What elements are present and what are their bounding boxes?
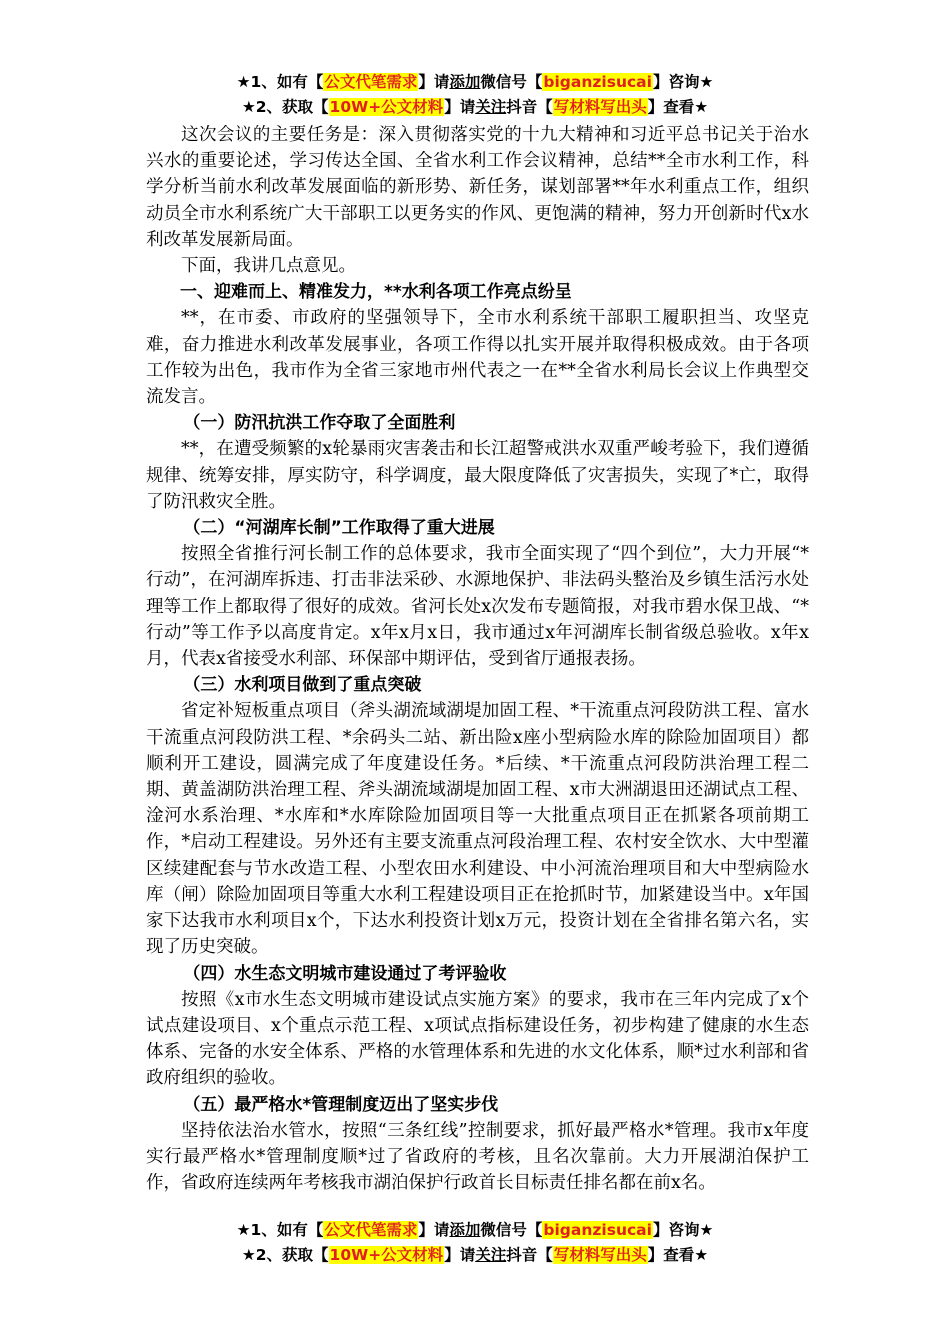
banner-text: 】咨询★ xyxy=(652,1221,714,1239)
paragraph: 坚持依法治水管水，按照“三条红线”控制要求，抓好最严格水*管理。我市x年度实行最严格水*管理制度顺*过了省政府的考核，且名次靠前。大力开展湖泊保护工作，省政府连续两年考核我市湖泊保护行政首长目标责任排名都在前x名。 xyxy=(146,1120,809,1194)
banner-text: 微信号【 xyxy=(480,1221,543,1239)
subsection-heading: （二）“河湖库长制”工作取得了重大进展 xyxy=(183,518,495,539)
banner-underlined: 关注 xyxy=(475,98,507,116)
banner-text: 抖音【 xyxy=(506,98,553,116)
paragraph-intro: 这次会议的主要任务是：深入贯彻落实党的十九大精神和习近平总书记关于治水兴水的重要论述，学习传达全国、全省水利工作会议精神，总结**全市水利工作，科学分析当前水利改革发展面临的新形势、新任务，谋划部署**年水利重点工作，组织动员全市水利系统广大干部职工以更务实的作风、更饱满的精神，努力开创新时代x水利改革发展新局面。 xyxy=(146,125,809,250)
banner-text: 】咨询★ xyxy=(652,73,714,91)
promo-banner-top-line2 xyxy=(0,95,950,119)
banner-text: 】查看★ xyxy=(647,98,709,116)
banner-highlight: biganzisucai xyxy=(543,1221,652,1239)
paragraph: 按照《x市水生态文明城市建设试点实施方案》的要求，我市在三年内完成了x个试点建设项目、x个重点示范工程、x项试点指标建设任务，初步构建了健康的水生态体系、完备的水安全体系、严格的水管理体系和先进的水文化体系，顺*过水利部和省政府组织的验收。 xyxy=(146,989,809,1089)
banner-highlight: 写材料写出头 xyxy=(553,98,647,116)
paragraph: 按照全省推行河长制工作的总体要求，我市全面实现了“四个到位”，大力开展“*行动”，在河湖库拆违、打击非法采砂、水源地保护、非法码头整治及乡镇生活污水处理等工作上都取得了很好的成效。省河长处x次发布专题简报，对我市碧水保卫战、“*行动”等工作予以高度肯定。x年x月x日，我市通过x年河湖库长制省级总验收。x年x月，代表x省接受水利部、环保部中期评估，受到省厅通报表扬。 xyxy=(146,544,809,670)
promo-banner-top-line1 xyxy=(0,70,950,94)
banner-text: 】查看★ xyxy=(647,1246,709,1264)
subsection-heading: （一）防汛抗洪工作夺取了全面胜利 xyxy=(183,413,456,434)
promo-banner-bottom-line1 xyxy=(0,1218,950,1242)
banner-highlight: 10W+公文材料 xyxy=(329,98,444,116)
banner-text: ★1、如有【 xyxy=(236,1221,324,1239)
paragraph: 省定补短板重点项目（斧头湖流域湖堤加固工程、*干流重点河段防洪工程、富水干流重点河段防洪工程、*余码头二站、新出险x座小型病险水库的除险加固项目）都顺利开工建设，圆满完成了年度建设任务。*后续、*干流重点河段防洪治理工程二期、黄盖湖防洪治理工程、斧头湖流域湖堤加固工程、x市大洲湖退田还湖试点工程、淦河水系治理、*水库和*水库除险加固项目等一大批重点项目正在抓紧各项前期工作，*启动工程建设。另外还有主要支流重点河段治理工程、农村安全饮水、大中型灌区续建配套与节水改造工程、小型农田水利建设、中小河流治理项目和大中型病险水库（闸）除险加固项目等重大水利工程建设项目正在抢抓时节，加紧建设当中。x年国家下达我市水利项目x个，下达水利投资计划x万元，投资计划在全省排名第六名，实现了历史突破。 xyxy=(146,701,809,958)
banner-text: ★1、如有【 xyxy=(236,73,324,91)
subsection-heading: （三）水利项目做到了重点突破 xyxy=(183,675,422,696)
banner-text: 】请 xyxy=(418,1221,450,1239)
banner-highlight: 公文代笔需求 xyxy=(324,73,418,91)
banner-highlight: 公文代笔需求 xyxy=(324,1221,418,1239)
banner-text: 微信号【 xyxy=(480,73,543,91)
banner-highlight: 写材料写出头 xyxy=(553,1246,647,1264)
banner-text: ★2、获取【 xyxy=(241,1246,329,1264)
banner-text: ★2、获取【 xyxy=(241,98,329,116)
promo-banner-bottom-line2 xyxy=(0,1243,950,1267)
subsection-heading: （四）水生态文明城市建设通过了考评验收 xyxy=(183,963,507,984)
section-heading: 一、迎难而上、精准发力，**水利各项工作亮点纷呈 xyxy=(180,282,572,303)
paragraph: **，在遭受频繁的x轮暴雨灾害袭击和长江超警戒洪水双重严峻考验下，我们遵循规律、统筹安排，厚实防守，科学调度，最大限度降低了灾害损失，实现了*亡，取得了防汛救灾全胜。 xyxy=(146,439,809,512)
banner-underlined: 添加 xyxy=(449,73,481,91)
paragraph-transition: 下面，我讲几点意见。 xyxy=(181,256,356,277)
banner-text: 抖音【 xyxy=(506,1246,553,1264)
banner-underlined: 添加 xyxy=(449,1221,481,1239)
banner-underlined: 关注 xyxy=(475,1246,507,1264)
banner-highlight: biganzisucai xyxy=(543,73,652,91)
banner-text: 】请 xyxy=(444,98,476,116)
banner-text: 】请 xyxy=(418,73,450,91)
subsection-heading: （五）最严格水*管理制度迈出了坚实步伐 xyxy=(183,1094,499,1115)
banner-highlight: 10W+公文材料 xyxy=(329,1246,444,1264)
banner-text: 】请 xyxy=(444,1246,476,1264)
document-body xyxy=(146,122,809,1196)
paragraph: **，在市委、市政府的坚强领导下，全市水利系统干部职工履职担当、攻坚克难，奋力推进水利改革发展事业，各项工作得以扎实开展并取得积极成效。由于各项工作较为出色，我市作为全省三家地市州代表之一在**全省水利局长会议上作典型交流发言。 xyxy=(146,308,809,408)
